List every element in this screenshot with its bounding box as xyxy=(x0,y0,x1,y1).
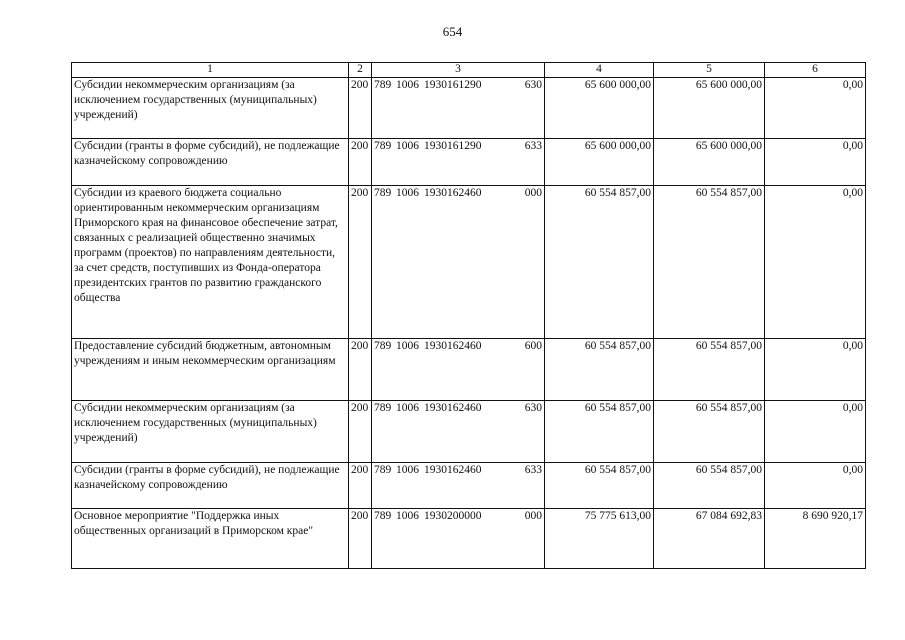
table-row xyxy=(72,78,866,139)
code-target: 1930162460 xyxy=(424,464,482,476)
code-section: 1006 xyxy=(396,140,419,152)
row-col2: 200 xyxy=(349,78,372,139)
row-col6: 0,00 xyxy=(765,463,866,509)
row-col5: 60 554 857,00 xyxy=(654,401,765,463)
row-code xyxy=(372,401,545,463)
code-target: 1930162460 xyxy=(424,187,482,199)
table-row xyxy=(72,339,866,401)
row-col6: 0,00 xyxy=(765,139,866,186)
row-col2: 200 xyxy=(349,463,372,509)
code-kind: 633 xyxy=(524,464,542,476)
row-name: Субсидии (гранты в форме субсидий), не подлежащие казначейскому сопровождению xyxy=(72,139,349,186)
row-name: Основное мероприятие "Поддержка иных общественных организаций в Приморском крае" xyxy=(72,509,349,569)
table-row xyxy=(72,186,866,339)
code-section: 1006 xyxy=(396,510,419,522)
header-col-3: 3 xyxy=(372,63,545,78)
row-col5: 67 084 692,83 xyxy=(654,509,765,569)
code-section: 1006 xyxy=(396,79,419,91)
table-header-row xyxy=(72,63,866,78)
code-kind: 000 xyxy=(524,510,542,522)
row-col2: 200 xyxy=(349,139,372,186)
budget-table xyxy=(71,62,866,569)
row-code xyxy=(372,78,545,139)
row-code xyxy=(372,463,545,509)
code-target: 1930161290 xyxy=(424,140,482,152)
code-ministry: 789 xyxy=(374,187,392,199)
header-col-5: 5 xyxy=(654,63,765,78)
code-kind: 630 xyxy=(524,402,542,414)
code-kind: 000 xyxy=(524,187,542,199)
code-kind: 600 xyxy=(524,340,542,352)
header-col-2: 2 xyxy=(349,63,372,78)
row-col5: 65 600 000,00 xyxy=(654,78,765,139)
row-col2: 200 xyxy=(349,401,372,463)
code-section: 1006 xyxy=(396,464,419,476)
row-name: Субсидии из краевого бюджета социально ориентированным некоммерческим организациям Приморского края на финансовое обеспечение затрат, связанных с реализацией общественно значимых программ (проектов) по направлениям деятельности, за счет средств, поступивших из Фонда-оператора президентских грантов по развитию гражданского общества xyxy=(72,186,349,339)
code-target: 1930200000 xyxy=(424,510,482,522)
row-col4: 65 600 000,00 xyxy=(545,139,654,186)
code-ministry: 789 xyxy=(374,140,392,152)
table-row xyxy=(72,139,866,186)
row-col5: 60 554 857,00 xyxy=(654,339,765,401)
code-ministry: 789 xyxy=(374,402,392,414)
row-col5: 65 600 000,00 xyxy=(654,139,765,186)
code-kind: 633 xyxy=(524,140,542,152)
code-ministry: 789 xyxy=(374,79,392,91)
row-col2: 200 xyxy=(349,186,372,339)
row-col4: 60 554 857,00 xyxy=(545,401,654,463)
row-col6: 0,00 xyxy=(765,78,866,139)
row-col4: 60 554 857,00 xyxy=(545,186,654,339)
table-row xyxy=(72,463,866,509)
row-col6: 8 690 920,17 xyxy=(765,509,866,569)
row-code xyxy=(372,186,545,339)
row-name: Субсидии некоммерческим организациям (за исключением государственных (муниципальных) учреждений) xyxy=(72,78,349,139)
row-col5: 60 554 857,00 xyxy=(654,186,765,339)
row-name: Субсидии некоммерческим организациям (за исключением государственных (муниципальных) учреждений) xyxy=(72,401,349,463)
code-ministry: 789 xyxy=(374,340,392,352)
code-kind: 630 xyxy=(524,79,542,91)
code-section: 1006 xyxy=(396,402,419,414)
code-target: 1930162460 xyxy=(424,340,482,352)
row-code xyxy=(372,509,545,569)
code-section: 1006 xyxy=(396,187,419,199)
code-target: 1930162460 xyxy=(424,402,482,414)
row-code xyxy=(372,339,545,401)
page-number: 654 xyxy=(442,24,463,39)
row-name: Предоставление субсидий бюджетным, автономным учреждениям и иным некоммерческим организациям xyxy=(72,339,349,401)
code-target: 1930161290 xyxy=(424,79,482,91)
row-col6: 0,00 xyxy=(765,339,866,401)
row-col4: 60 554 857,00 xyxy=(545,463,654,509)
table-row xyxy=(72,401,866,463)
table-row xyxy=(72,509,866,569)
row-col2: 200 xyxy=(349,339,372,401)
header-col-4: 4 xyxy=(545,63,654,78)
row-col6: 0,00 xyxy=(765,186,866,339)
header-col-6: 6 xyxy=(765,63,866,78)
row-code xyxy=(372,139,545,186)
header-col-1: 1 xyxy=(72,63,349,78)
row-col4: 65 600 000,00 xyxy=(545,78,654,139)
code-ministry: 789 xyxy=(374,464,392,476)
code-ministry: 789 xyxy=(374,510,392,522)
row-col5: 60 554 857,00 xyxy=(654,463,765,509)
code-section: 1006 xyxy=(396,340,419,352)
row-col4: 75 775 613,00 xyxy=(545,509,654,569)
row-col2: 200 xyxy=(349,509,372,569)
row-name: Субсидии (гранты в форме субсидий), не подлежащие казначейскому сопровождению xyxy=(72,463,349,509)
row-col6: 0,00 xyxy=(765,401,866,463)
row-col4: 60 554 857,00 xyxy=(545,339,654,401)
